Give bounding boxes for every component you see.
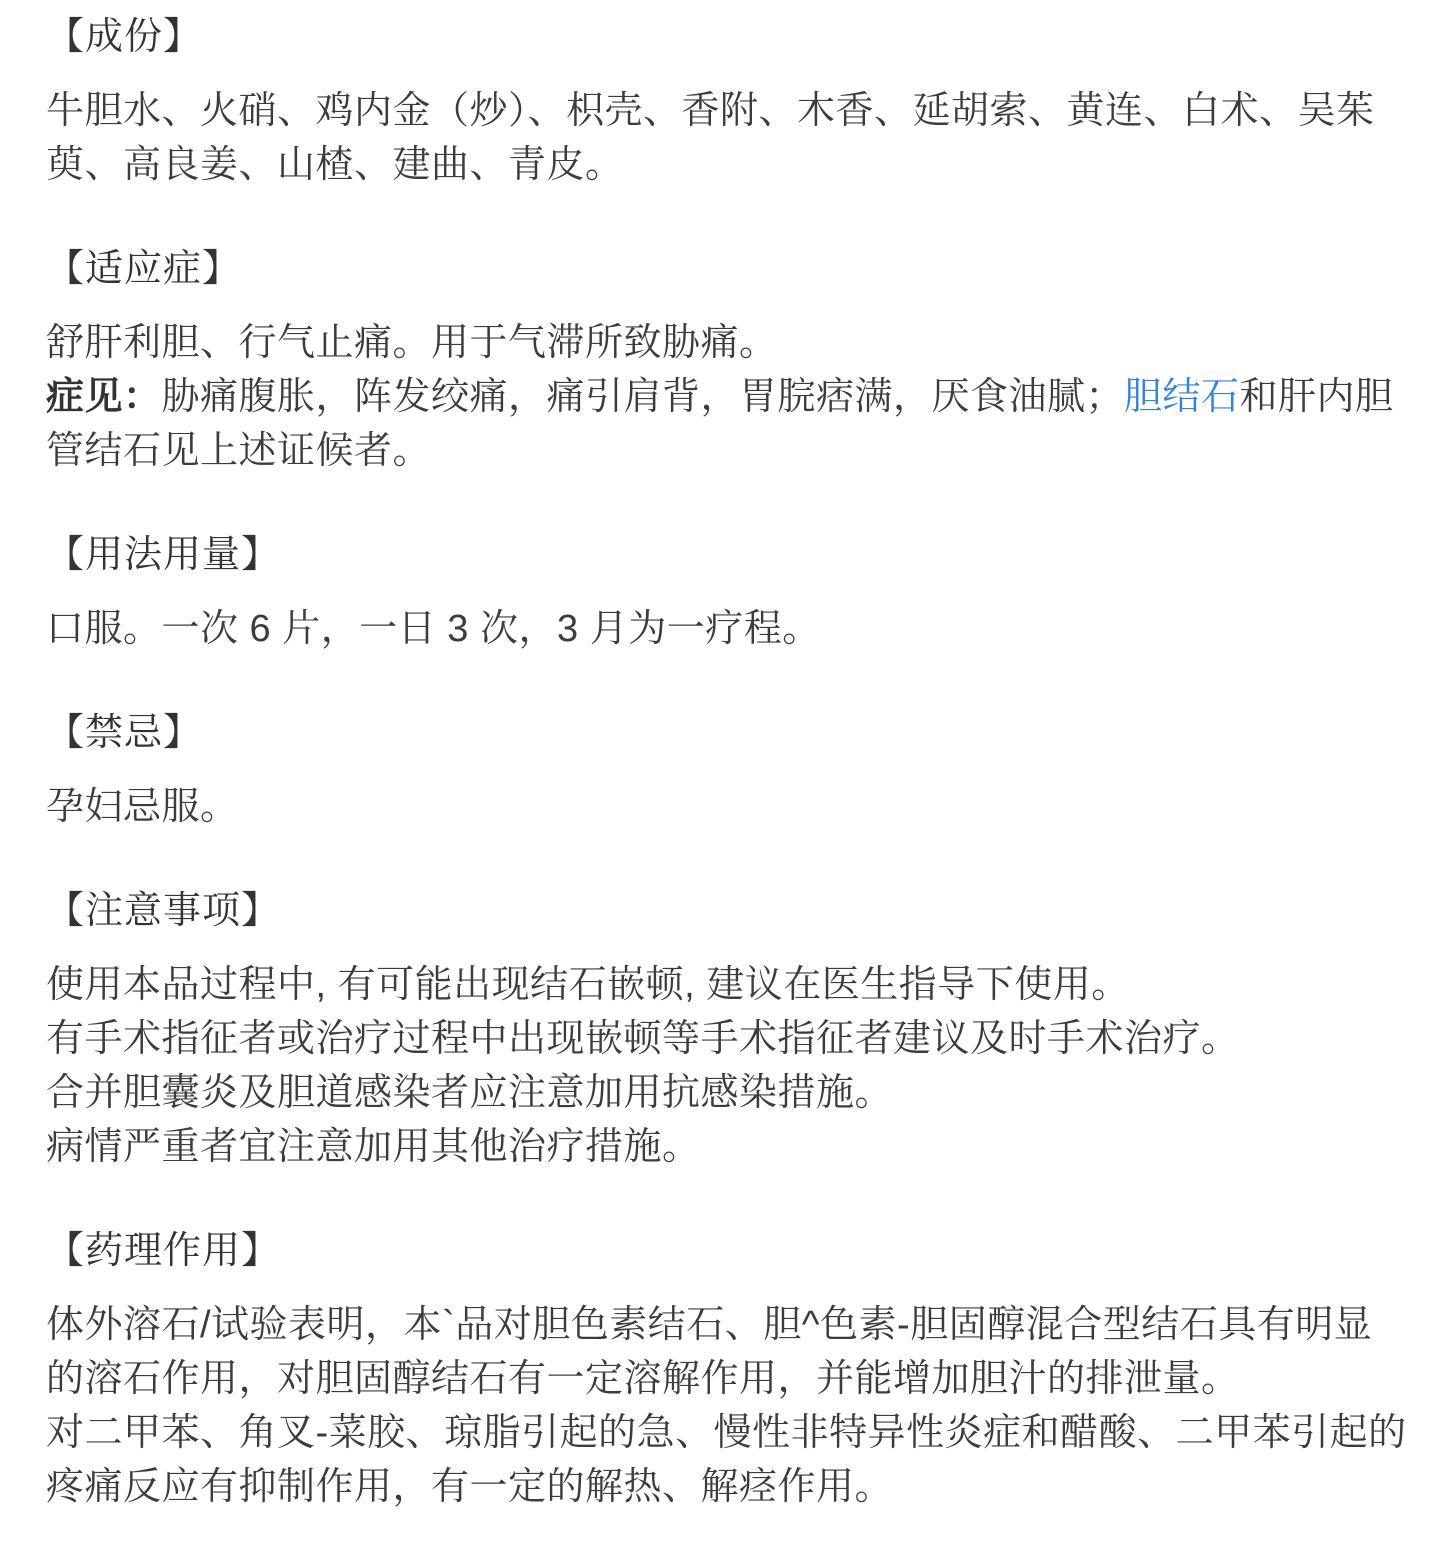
indications-symptoms-text: [46, 370, 1410, 478]
precaution-line: 使用本品过程中, 有可能出现结石嵌顿, 建议在医生指导下使用。: [46, 964, 1130, 1006]
section-ingredients: [46, 10, 1410, 192]
section-dosage: [46, 528, 1410, 656]
section-indications: [46, 242, 1410, 478]
pharmacology-paragraph: 体外溶石/试验表明，本`品对胆色素结石、胆^色素-胆固醇混合型结石具有明显的溶石作用，对胆固醇结石有一定溶解作用，并能增加胆汁的排泄量。: [46, 1304, 1373, 1400]
pharmacology-paragraph: 对二甲苯、角叉-菜胶、琼脂引起的急、慢性非特异性炎症和醋酸、二甲苯引起的疼痛反应有抑制作用，有一定的解热、解痉作用。: [46, 1412, 1407, 1508]
indications-section-title: 【适应症】: [46, 248, 242, 290]
section-pharmacology: [46, 1224, 1410, 1514]
dosage-text: 口服。一次 6 片，一日 3 次，3 月为一疗程。: [46, 608, 821, 650]
precaution-line: 合并胆囊炎及胆道感染者应注意加用抗感染措施。: [46, 1072, 894, 1114]
contraindications-text: 孕妇忌服。: [46, 786, 239, 828]
precautions-section-title: 【注意事项】: [46, 890, 281, 932]
section-contraindications: [46, 706, 1410, 834]
ingredients-section-title: 【成份】: [46, 16, 203, 58]
symptom-text-after-link: 和肝内胆管结石见上述证候者。: [46, 376, 1394, 472]
symptom-text-before-link: 胁痛腹胀，阵发绞痛，痛引肩背，胃脘痞满，厌食油腻；: [161, 376, 1125, 418]
precaution-line: 有手术指征者或治疗过程中出现嵌顿等手术指征者建议及时手术治疗。: [46, 1018, 1240, 1060]
pharmacology-section-title: 【药理作用】: [46, 1230, 281, 1272]
indications-function-text: 舒肝利胆、行气止痛。用于气滞所致胁痛。: [46, 322, 778, 364]
section-precautions: [46, 884, 1410, 1174]
ingredients-text: 牛胆水、火硝、鸡内金（炒）、枳壳、香附、木香、延胡索、黄连、白术、吴茱萸、高良姜、山楂、建曲、青皮。: [46, 90, 1375, 186]
dosage-section-title: 【用法用量】: [46, 534, 281, 576]
precaution-line: 病情严重者宜注意加用其他治疗措施。: [46, 1126, 701, 1168]
symptom-label: 症见：: [46, 376, 162, 418]
gallstone-link[interactable]: 胆结石: [1124, 376, 1240, 418]
contraindications-section-title: 【禁忌】: [46, 712, 203, 754]
